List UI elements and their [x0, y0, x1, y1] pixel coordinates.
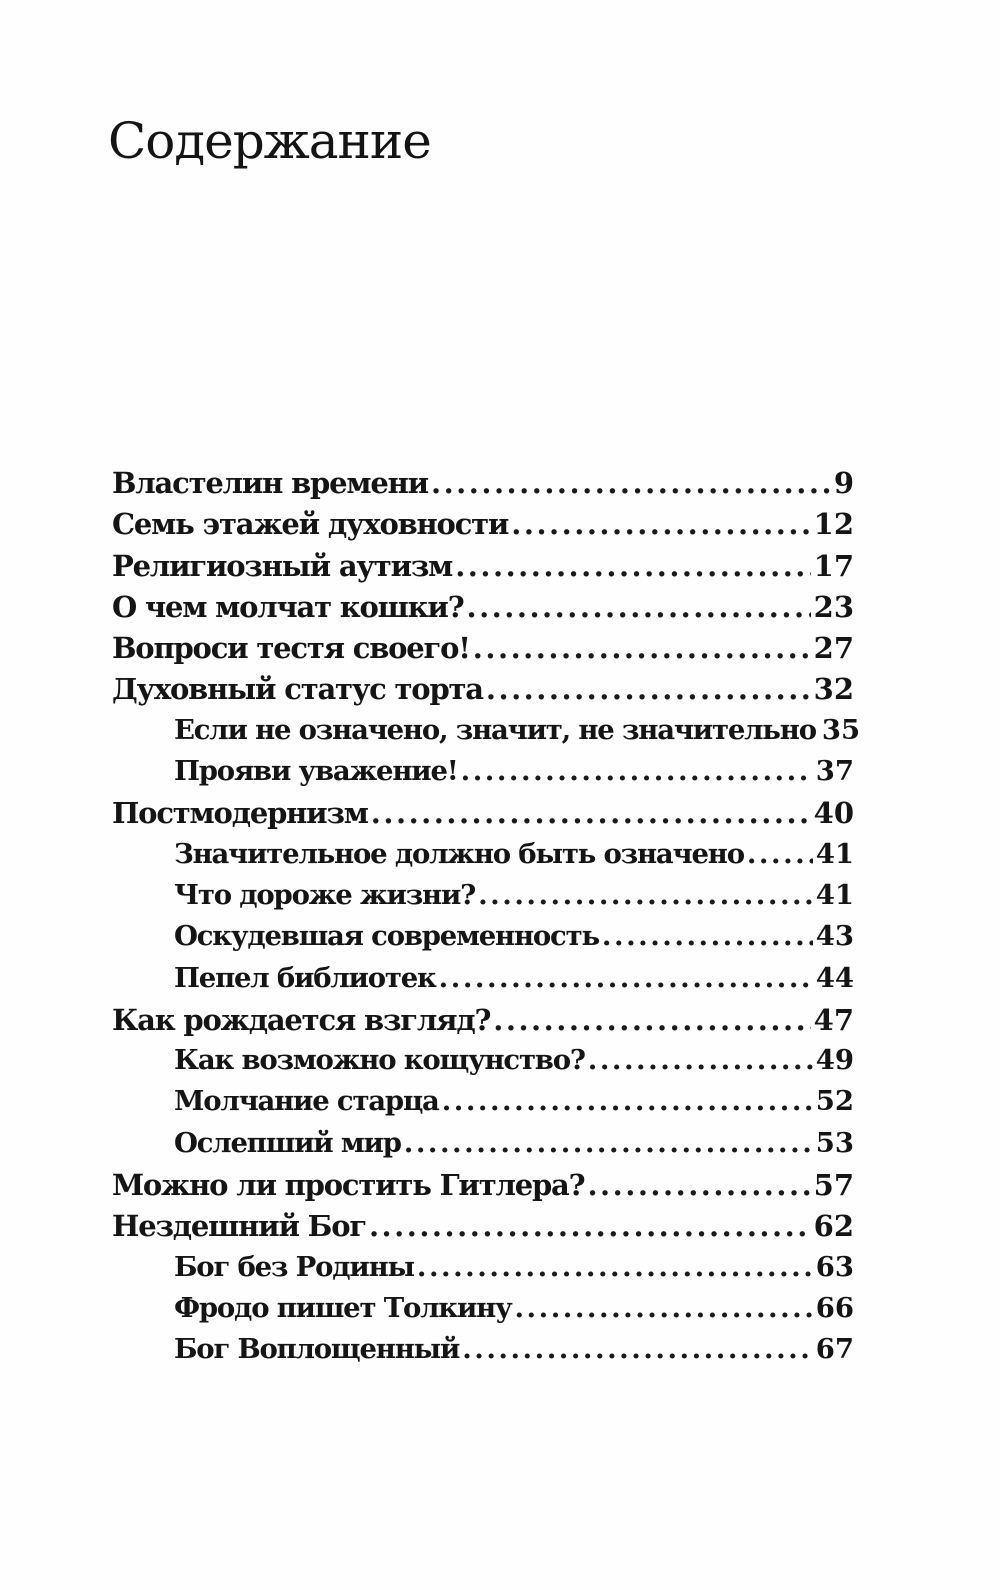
toc-page-number: 43 [815, 920, 854, 953]
toc-subentry [112, 920, 854, 961]
dot-leader [369, 1209, 811, 1243]
dot-leader [466, 590, 810, 624]
dot-leader [462, 1333, 813, 1365]
toc-entry-title: Пепел библиотек [174, 961, 436, 994]
dot-leader [431, 466, 831, 500]
toc-subentry [112, 1044, 854, 1085]
toc-page-number: 44 [815, 961, 854, 994]
toc-subentry [112, 838, 854, 879]
toc-page-number: 49 [815, 1044, 854, 1077]
toc-entry-title: Постмодернизм [112, 796, 368, 831]
dot-leader [602, 920, 813, 952]
toc-entry [112, 1168, 854, 1209]
dot-leader [473, 631, 811, 665]
dot-leader [442, 1085, 813, 1117]
toc-subentry [112, 962, 854, 1003]
table-of-contents [112, 466, 861, 1375]
toc-page-number: 41 [815, 837, 854, 870]
toc-page-number: 62 [813, 1209, 854, 1244]
toc-page-number: 27 [813, 631, 854, 666]
toc-page-number: 47 [813, 1002, 854, 1037]
toc-entry [112, 549, 854, 590]
toc-entry-title: О чем молчат кошки? [112, 589, 464, 624]
dot-leader [461, 755, 813, 787]
toc-page-number: 57 [813, 1168, 854, 1203]
toc-subentry [112, 1127, 854, 1168]
dot-leader [404, 1127, 813, 1159]
toc-entry [112, 796, 854, 837]
toc-page-number: 67 [815, 1333, 854, 1366]
toc-page-number: 66 [815, 1291, 854, 1324]
toc-entry [112, 507, 854, 548]
toc-subentry [112, 713, 861, 755]
toc-page-number: 63 [815, 1250, 854, 1283]
dot-leader [486, 672, 811, 706]
dot-leader [493, 1003, 810, 1037]
toc-page-number: 9 [833, 466, 854, 500]
toc-subentry [112, 1251, 854, 1292]
toc-page-number: 41 [815, 878, 854, 911]
toc-page-number: 12 [813, 507, 854, 542]
toc-entry-title: Как рождается взгляд? [112, 1002, 491, 1037]
toc-entry-title: Нездешний Бог [112, 1209, 366, 1244]
dot-leader [511, 507, 810, 541]
toc-entry-title: Значительное должно быть означено [174, 837, 744, 870]
dot-leader [747, 838, 813, 870]
page-title: Содержание [108, 112, 431, 170]
dot-leader [478, 879, 813, 911]
toc-entry-title: Прояви уважение! [174, 755, 458, 788]
toc-entry [112, 1003, 854, 1044]
toc-entry-title: Если не означено, значит, не значительно [174, 713, 816, 746]
toc-entry [112, 631, 854, 672]
toc-page-number: 23 [813, 589, 854, 624]
toc-entry-title: Что дороже жизни? [174, 878, 476, 911]
dot-leader [514, 1292, 812, 1324]
toc-entry-title: Можно ли простить Гитлера? [112, 1168, 585, 1203]
toc-entry-title: Как возможно кощунство? [174, 1044, 585, 1077]
toc-entry [112, 1209, 854, 1250]
toc-entry-title: Молчание старца [174, 1085, 439, 1118]
toc-entry-title: Религиозный аутизм [112, 548, 453, 583]
toc-page-number: 40 [813, 796, 854, 831]
toc-entry-title: Духовный статус торта [112, 672, 483, 707]
toc-subentry [112, 879, 854, 920]
toc-entry-title: Бог Воплощенный [174, 1333, 460, 1366]
toc-entry [112, 466, 854, 507]
toc-page-number: 35 [821, 713, 861, 746]
toc-page-number: 32 [813, 672, 854, 707]
dot-leader [371, 796, 811, 830]
dot-leader [455, 549, 810, 583]
toc-subentry [112, 1333, 854, 1374]
toc-entry [112, 590, 854, 631]
toc-entry-title: Бог без Родины [174, 1250, 414, 1283]
toc-page-number: 52 [815, 1085, 854, 1118]
toc-entry-title: Оскудевшая современность [174, 920, 599, 953]
toc-entry-title: Ослепший мир [174, 1126, 401, 1159]
dot-leader [588, 1044, 813, 1076]
toc-entry-title: Вопроси тестя своего! [112, 631, 470, 666]
toc-entry-title: Властелин времени [112, 466, 428, 500]
dot-leader [439, 962, 813, 994]
toc-entry-title: Семь этажей духовности [112, 507, 509, 542]
toc-entry [112, 672, 854, 713]
dot-leader [587, 1168, 810, 1202]
toc-subentry [112, 755, 854, 796]
toc-subentry [112, 1085, 854, 1126]
toc-page-number: 37 [815, 755, 854, 788]
toc-entry-title: Фродо пишет Толкину [174, 1291, 512, 1324]
toc-page-number: 17 [813, 548, 854, 583]
dot-leader [417, 1251, 813, 1283]
toc-subentry [112, 1292, 854, 1333]
toc-page-number: 53 [815, 1126, 854, 1159]
